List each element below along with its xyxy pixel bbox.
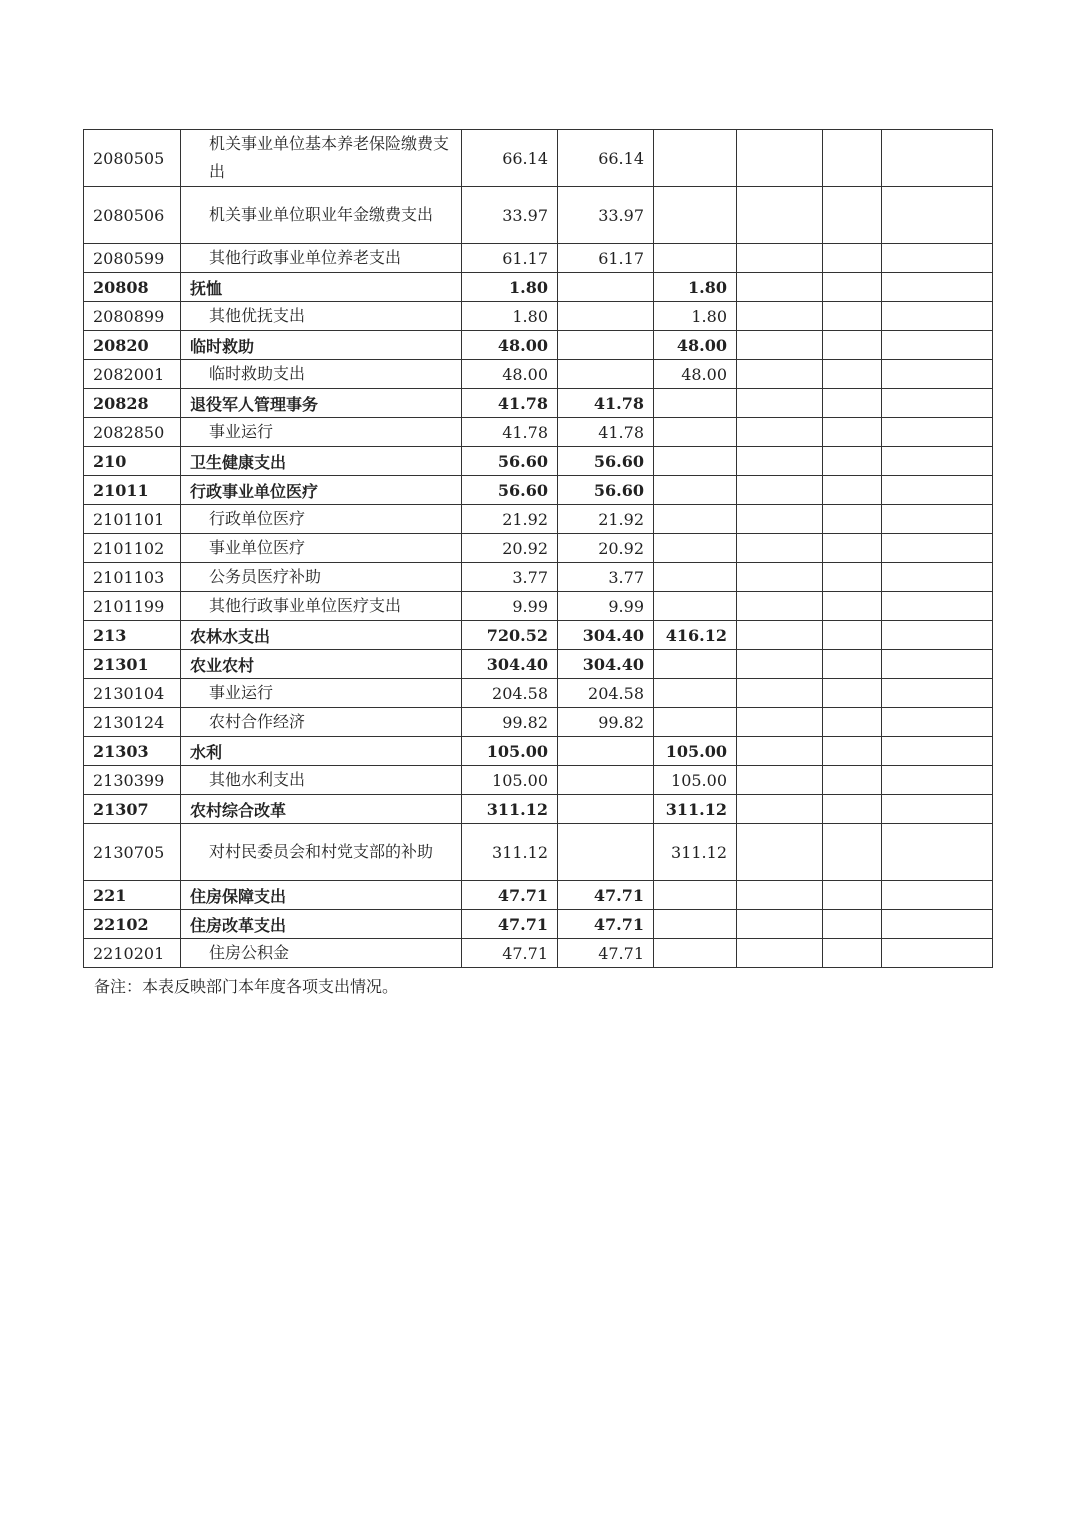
project-expenditure-cell — [654, 187, 737, 244]
empty-cell — [823, 302, 882, 331]
empty-cell — [882, 534, 993, 563]
subject-code-cell: 20828 — [84, 389, 181, 418]
total-amount-cell: 3.77 — [462, 563, 558, 592]
subject-code-cell: 2082850 — [84, 418, 181, 447]
empty-cell — [882, 418, 993, 447]
basic-expenditure-cell: 3.77 — [558, 563, 654, 592]
empty-cell — [737, 650, 823, 679]
basic-expenditure-cell: 41.78 — [558, 389, 654, 418]
project-expenditure-cell: 105.00 — [654, 737, 737, 766]
subject-code-cell: 2101101 — [84, 505, 181, 534]
total-amount-cell: 47.71 — [462, 910, 558, 939]
table-row — [84, 331, 993, 360]
basic-expenditure-cell — [558, 331, 654, 360]
project-expenditure-cell: 311.12 — [654, 824, 737, 881]
basic-expenditure-cell: 41.78 — [558, 418, 654, 447]
project-expenditure-cell: 1.80 — [654, 302, 737, 331]
total-amount-cell: 56.60 — [462, 476, 558, 505]
empty-cell — [882, 563, 993, 592]
subject-name-cell: 卫生健康支出 — [181, 447, 462, 476]
project-expenditure-cell — [654, 476, 737, 505]
table-row — [84, 939, 993, 968]
subject-name-cell: 农村综合改革 — [181, 795, 462, 824]
empty-cell — [823, 592, 882, 621]
table-body — [84, 130, 993, 968]
basic-expenditure-cell — [558, 824, 654, 881]
empty-cell — [737, 505, 823, 534]
empty-cell — [737, 534, 823, 563]
total-amount-cell: 66.14 — [462, 130, 558, 187]
subject-name-cell: 住房改革支出 — [181, 910, 462, 939]
empty-cell — [737, 766, 823, 795]
project-expenditure-cell: 48.00 — [654, 360, 737, 389]
table-note: 备注：本表反映部门本年度各项支出情况。 — [94, 977, 399, 996]
empty-cell — [737, 679, 823, 708]
subject-code-cell: 2101103 — [84, 563, 181, 592]
empty-cell — [823, 708, 882, 737]
subject-name-cell: 农林水支出 — [181, 621, 462, 650]
project-expenditure-cell — [654, 679, 737, 708]
table-row — [84, 737, 993, 766]
empty-cell — [882, 476, 993, 505]
total-amount-cell: 311.12 — [462, 795, 558, 824]
subject-name-cell: 行政单位医疗 — [181, 505, 462, 534]
empty-cell — [823, 766, 882, 795]
subject-code-cell: 2130399 — [84, 766, 181, 795]
subject-code-cell: 2101102 — [84, 534, 181, 563]
empty-cell — [823, 881, 882, 910]
project-expenditure-cell — [654, 244, 737, 273]
subject-name-cell: 临时救助 — [181, 331, 462, 360]
total-amount-cell: 304.40 — [462, 650, 558, 679]
subject-code-cell: 21301 — [84, 650, 181, 679]
empty-cell — [737, 795, 823, 824]
project-expenditure-cell: 105.00 — [654, 766, 737, 795]
table-row — [84, 621, 993, 650]
empty-cell — [882, 939, 993, 968]
empty-cell — [737, 273, 823, 302]
project-expenditure-cell: 48.00 — [654, 331, 737, 360]
table-row — [84, 476, 993, 505]
total-amount-cell: 204.58 — [462, 679, 558, 708]
empty-cell — [737, 302, 823, 331]
project-expenditure-cell — [654, 505, 737, 534]
subject-code-cell: 21307 — [84, 795, 181, 824]
subject-code-cell: 21011 — [84, 476, 181, 505]
project-expenditure-cell — [654, 592, 737, 621]
table-row — [84, 679, 993, 708]
empty-cell — [882, 737, 993, 766]
empty-cell — [737, 708, 823, 737]
subject-code-cell: 2130124 — [84, 708, 181, 737]
basic-expenditure-cell: 47.71 — [558, 939, 654, 968]
empty-cell — [737, 881, 823, 910]
empty-cell — [823, 534, 882, 563]
table-row — [84, 505, 993, 534]
basic-expenditure-cell: 304.40 — [558, 650, 654, 679]
total-amount-cell: 21.92 — [462, 505, 558, 534]
total-amount-cell: 48.00 — [462, 360, 558, 389]
table-row — [84, 389, 993, 418]
empty-cell — [823, 795, 882, 824]
empty-cell — [737, 331, 823, 360]
table-row — [84, 824, 993, 881]
empty-cell — [823, 389, 882, 418]
empty-cell — [823, 273, 882, 302]
project-expenditure-cell — [654, 650, 737, 679]
empty-cell — [823, 244, 882, 273]
empty-cell — [737, 476, 823, 505]
empty-cell — [737, 244, 823, 273]
total-amount-cell: 47.71 — [462, 881, 558, 910]
empty-cell — [823, 418, 882, 447]
table-row — [84, 418, 993, 447]
empty-cell — [823, 331, 882, 360]
total-amount-cell: 105.00 — [462, 766, 558, 795]
subject-name-cell: 其他优抚支出 — [181, 302, 462, 331]
subject-name-cell: 农村合作经济 — [181, 708, 462, 737]
empty-cell — [823, 650, 882, 679]
table-row — [84, 273, 993, 302]
subject-name-cell: 机关事业单位基本养老保险缴费支出 — [181, 130, 462, 187]
empty-cell — [737, 418, 823, 447]
table-row — [84, 187, 993, 244]
project-expenditure-cell — [654, 389, 737, 418]
project-expenditure-cell — [654, 910, 737, 939]
empty-cell — [823, 130, 882, 187]
empty-cell — [882, 766, 993, 795]
empty-cell — [823, 939, 882, 968]
total-amount-cell: 105.00 — [462, 737, 558, 766]
table-row — [84, 766, 993, 795]
empty-cell — [823, 476, 882, 505]
total-amount-cell: 47.71 — [462, 939, 558, 968]
table-row — [84, 910, 993, 939]
empty-cell — [737, 447, 823, 476]
empty-cell — [823, 563, 882, 592]
table-row — [84, 302, 993, 331]
subject-code-cell: 20808 — [84, 273, 181, 302]
empty-cell — [882, 447, 993, 476]
subject-name-cell: 住房保障支出 — [181, 881, 462, 910]
basic-expenditure-cell: 99.82 — [558, 708, 654, 737]
table-row — [84, 592, 993, 621]
empty-cell — [882, 331, 993, 360]
subject-code-cell: 2080899 — [84, 302, 181, 331]
total-amount-cell: 41.78 — [462, 418, 558, 447]
empty-cell — [737, 563, 823, 592]
empty-cell — [882, 679, 993, 708]
empty-cell — [737, 939, 823, 968]
empty-cell — [737, 130, 823, 187]
subject-code-cell: 2082001 — [84, 360, 181, 389]
total-amount-cell: 1.80 — [462, 302, 558, 331]
expenditure-table — [83, 129, 993, 968]
subject-name-cell: 水利 — [181, 737, 462, 766]
table-row — [84, 130, 993, 187]
subject-code-cell: 210 — [84, 447, 181, 476]
subject-code-cell: 2080505 — [84, 130, 181, 187]
table-row — [84, 650, 993, 679]
empty-cell — [882, 130, 993, 187]
subject-code-cell: 2210201 — [84, 939, 181, 968]
empty-cell — [823, 824, 882, 881]
total-amount-cell: 20.92 — [462, 534, 558, 563]
total-amount-cell: 311.12 — [462, 824, 558, 881]
empty-cell — [882, 621, 993, 650]
table-row — [84, 708, 993, 737]
subject-name-cell: 事业运行 — [181, 418, 462, 447]
basic-expenditure-cell: 33.97 — [558, 187, 654, 244]
subject-code-cell: 221 — [84, 881, 181, 910]
project-expenditure-cell — [654, 130, 737, 187]
empty-cell — [882, 824, 993, 881]
subject-name-cell: 其他水利支出 — [181, 766, 462, 795]
basic-expenditure-cell — [558, 302, 654, 331]
subject-name-cell: 机关事业单位职业年金缴费支出 — [181, 187, 462, 244]
project-expenditure-cell: 311.12 — [654, 795, 737, 824]
subject-name-cell: 抚恤 — [181, 273, 462, 302]
project-expenditure-cell: 1.80 — [654, 273, 737, 302]
subject-name-cell: 公务员医疗补助 — [181, 563, 462, 592]
empty-cell — [737, 360, 823, 389]
empty-cell — [737, 592, 823, 621]
subject-code-cell: 22102 — [84, 910, 181, 939]
table-row — [84, 360, 993, 389]
subject-name-cell: 行政事业单位医疗 — [181, 476, 462, 505]
basic-expenditure-cell: 9.99 — [558, 592, 654, 621]
total-amount-cell: 48.00 — [462, 331, 558, 360]
subject-code-cell: 2080599 — [84, 244, 181, 273]
basic-expenditure-cell: 61.17 — [558, 244, 654, 273]
empty-cell — [737, 187, 823, 244]
project-expenditure-cell — [654, 418, 737, 447]
empty-cell — [882, 389, 993, 418]
subject-name-cell: 事业运行 — [181, 679, 462, 708]
basic-expenditure-cell — [558, 273, 654, 302]
project-expenditure-cell — [654, 881, 737, 910]
empty-cell — [882, 505, 993, 534]
basic-expenditure-cell — [558, 360, 654, 389]
empty-cell — [823, 737, 882, 766]
project-expenditure-cell: 416.12 — [654, 621, 737, 650]
subject-name-cell: 农业农村 — [181, 650, 462, 679]
empty-cell — [882, 708, 993, 737]
total-amount-cell: 720.52 — [462, 621, 558, 650]
subject-code-cell: 2130705 — [84, 824, 181, 881]
project-expenditure-cell — [654, 447, 737, 476]
empty-cell — [882, 244, 993, 273]
empty-cell — [823, 679, 882, 708]
empty-cell — [823, 360, 882, 389]
table-row — [84, 534, 993, 563]
table-row — [84, 795, 993, 824]
project-expenditure-cell — [654, 708, 737, 737]
basic-expenditure-cell — [558, 795, 654, 824]
empty-cell — [882, 360, 993, 389]
table-row — [84, 563, 993, 592]
subject-name-cell: 对村民委员会和村党支部的补助 — [181, 824, 462, 881]
subject-name-cell: 其他行政事业单位医疗支出 — [181, 592, 462, 621]
total-amount-cell: 61.17 — [462, 244, 558, 273]
empty-cell — [882, 795, 993, 824]
subject-name-cell: 事业单位医疗 — [181, 534, 462, 563]
empty-cell — [882, 187, 993, 244]
empty-cell — [737, 824, 823, 881]
total-amount-cell: 41.78 — [462, 389, 558, 418]
empty-cell — [882, 881, 993, 910]
total-amount-cell: 33.97 — [462, 187, 558, 244]
subject-name-cell: 退役军人管理事务 — [181, 389, 462, 418]
table-row — [84, 244, 993, 273]
basic-expenditure-cell — [558, 766, 654, 795]
subject-code-cell: 2101199 — [84, 592, 181, 621]
subject-code-cell: 21303 — [84, 737, 181, 766]
basic-expenditure-cell: 47.71 — [558, 910, 654, 939]
empty-cell — [823, 910, 882, 939]
empty-cell — [823, 505, 882, 534]
basic-expenditure-cell: 304.40 — [558, 621, 654, 650]
empty-cell — [882, 910, 993, 939]
empty-cell — [737, 621, 823, 650]
subject-code-cell: 2080506 — [84, 187, 181, 244]
empty-cell — [882, 650, 993, 679]
project-expenditure-cell — [654, 563, 737, 592]
empty-cell — [823, 621, 882, 650]
table-row — [84, 881, 993, 910]
project-expenditure-cell — [654, 534, 737, 563]
subject-code-cell: 213 — [84, 621, 181, 650]
empty-cell — [823, 447, 882, 476]
basic-expenditure-cell: 56.60 — [558, 476, 654, 505]
empty-cell — [737, 910, 823, 939]
basic-expenditure-cell: 56.60 — [558, 447, 654, 476]
empty-cell — [737, 737, 823, 766]
basic-expenditure-cell — [558, 737, 654, 766]
empty-cell — [882, 592, 993, 621]
subject-name-cell: 其他行政事业单位养老支出 — [181, 244, 462, 273]
subject-code-cell: 20820 — [84, 331, 181, 360]
basic-expenditure-cell: 66.14 — [558, 130, 654, 187]
project-expenditure-cell — [654, 939, 737, 968]
empty-cell — [882, 273, 993, 302]
basic-expenditure-cell: 47.71 — [558, 881, 654, 910]
empty-cell — [823, 187, 882, 244]
basic-expenditure-cell: 20.92 — [558, 534, 654, 563]
basic-expenditure-cell: 204.58 — [558, 679, 654, 708]
subject-code-cell: 2130104 — [84, 679, 181, 708]
table-row — [84, 447, 993, 476]
subject-name-cell: 住房公积金 — [181, 939, 462, 968]
total-amount-cell: 56.60 — [462, 447, 558, 476]
subject-name-cell: 临时救助支出 — [181, 360, 462, 389]
empty-cell — [882, 302, 993, 331]
empty-cell — [737, 389, 823, 418]
total-amount-cell: 9.99 — [462, 592, 558, 621]
total-amount-cell: 1.80 — [462, 273, 558, 302]
total-amount-cell: 99.82 — [462, 708, 558, 737]
basic-expenditure-cell: 21.92 — [558, 505, 654, 534]
